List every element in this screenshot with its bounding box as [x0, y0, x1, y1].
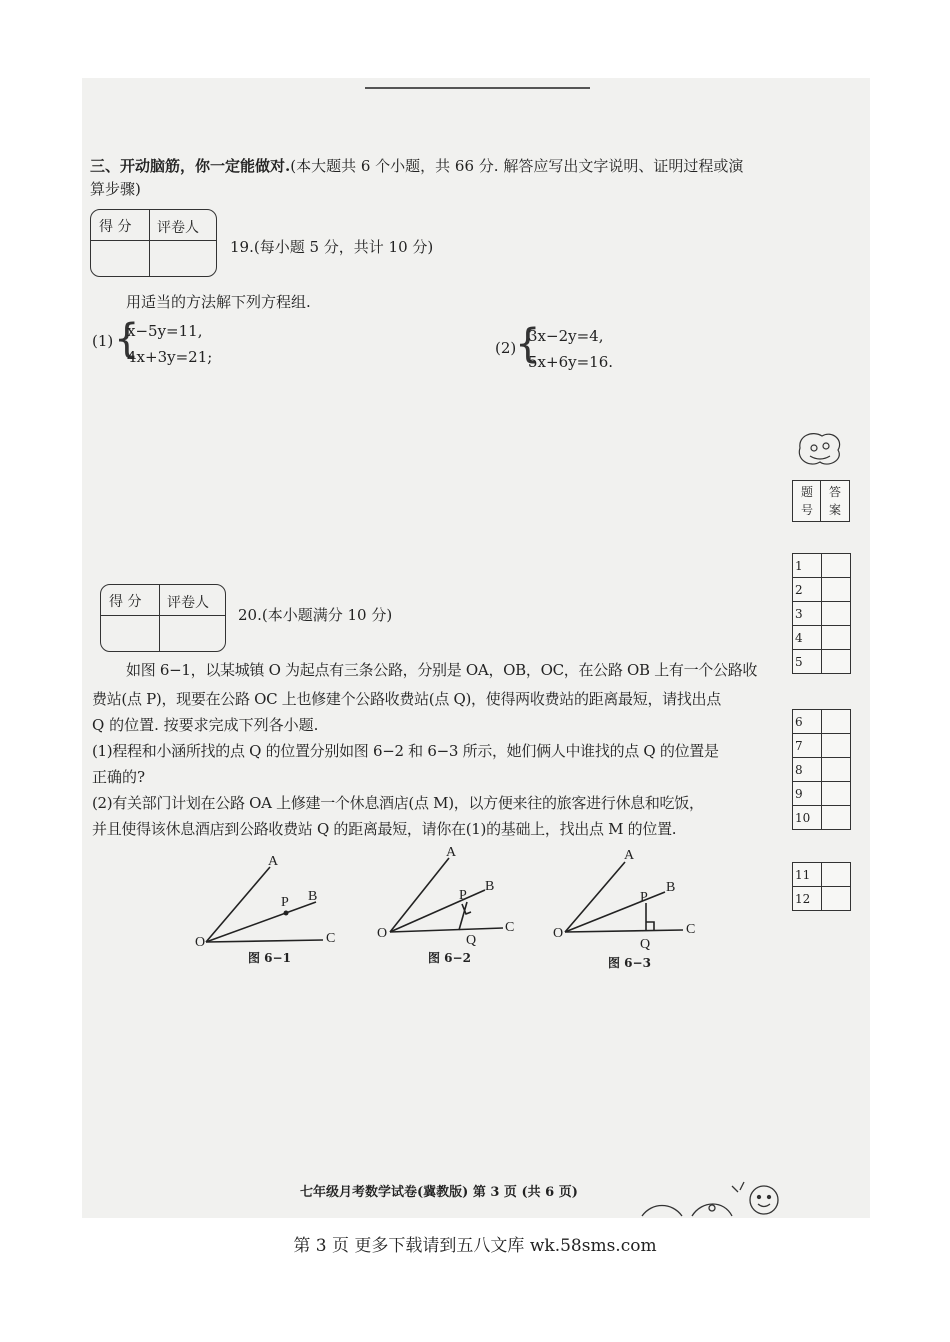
q19-p1-label: (1) — [92, 332, 114, 350]
answer-num: 11 — [793, 863, 822, 887]
q19-p1-eq2: 4x+3y=21; — [127, 348, 213, 366]
answer-cell — [822, 554, 851, 578]
answer-grid-group-1 — [792, 553, 851, 674]
answer-cell — [822, 602, 851, 626]
answer-num: 10 — [793, 806, 822, 830]
q20-line2: 费站(点 P)，现要在公路 OC 上也修建个公路收费站(点 Q)，使得两收费站的距离最短，请找出点 — [92, 690, 721, 708]
q19-instruction: 用适当的方法解下列方程组. — [126, 293, 311, 311]
q19-title: 19.(每小题 5 分，共计 10 分) — [230, 238, 434, 256]
q19-p1-eq1: x−5y=11, — [127, 322, 203, 340]
fig3-right-angle — [646, 922, 654, 931]
answer-cell — [822, 806, 851, 830]
fig2-ray-ob — [390, 890, 485, 932]
fig3-ray-ob — [565, 892, 665, 932]
score-label: 得 分 — [109, 594, 142, 610]
page-footer: 七年级月考数学试卷(冀教版) 第 3 页 (共 6 页) — [300, 1185, 578, 1200]
answer-num: 12 — [793, 887, 822, 911]
q20-line6: (2)有关部门计划在公路 OA 上修建一个休息酒店(点 M)，以方便来往的旅客进行休息和吃饭， — [92, 794, 704, 812]
answer-grid-group-3 — [792, 862, 851, 911]
fig1-label-p: P — [281, 895, 289, 910]
fig1-label-b: B — [308, 889, 318, 904]
answer-num: 9 — [793, 782, 822, 806]
section-title: 三、开动脑筋，你一定能做对. — [90, 157, 291, 175]
fig3-label-b: B — [666, 880, 676, 895]
q19-p2-eq1: 3x−2y=4, — [528, 327, 604, 345]
fig3-label-q: Q — [640, 937, 651, 952]
fig3-label-p: P — [640, 890, 648, 905]
cartoon-decoration — [632, 1180, 792, 1220]
fig2-caption: 图 6−2 — [428, 951, 471, 965]
brace-2: { — [515, 321, 541, 367]
header-q-1: 题 — [801, 485, 814, 499]
fig2-label-p: P — [459, 888, 467, 903]
fig3-ray-oa — [565, 862, 625, 932]
answer-cell — [822, 782, 851, 806]
fig2-label-c: C — [505, 920, 515, 935]
section-desc-cont: 算步骤) — [90, 180, 141, 198]
answer-cell — [822, 758, 851, 782]
grader-label: 评卷人 — [157, 220, 199, 236]
answer-cell — [822, 650, 851, 674]
answer-cell — [822, 734, 851, 758]
header-a-1: 答 — [829, 485, 842, 499]
answer-num: 1 — [793, 554, 822, 578]
answer-grid-group-2 — [792, 709, 851, 830]
answer-grid-header — [792, 480, 850, 522]
fig2-label-b: B — [485, 879, 495, 894]
q19-p2-label: (2) — [495, 339, 517, 357]
answer-num: 2 — [793, 578, 822, 602]
q20-line1: 如图 6−1，以某城镇 O 为起点有三条公路，分别是 OA，OB，OC，在公路 OB 上有一个公路收 — [126, 661, 758, 679]
answer-num: 5 — [793, 650, 822, 674]
fig2-label-a: A — [446, 845, 457, 860]
fig1-label-c: C — [326, 931, 336, 946]
answer-cell — [822, 626, 851, 650]
fig2-ray-oa — [390, 858, 449, 932]
q20-line5: 正确的? — [92, 768, 146, 786]
q20-line3: Q 的位置. 按要求完成下列各小题. — [92, 716, 319, 734]
answer-num: 8 — [793, 758, 822, 782]
fig2-ray-oc — [390, 928, 503, 932]
site-footer: 第 3 页 更多下载请到五八文库 wk.58sms.com — [293, 1236, 657, 1256]
answer-num: 7 — [793, 734, 822, 758]
fig1-label-o: O — [195, 935, 206, 950]
section-desc: (本大题共 6 个小题，共 66 分. 解答应写出文字说明、证明过程或演 — [290, 157, 744, 175]
answer-cell — [822, 710, 851, 734]
fig1-point-p — [284, 911, 289, 916]
answer-num: 3 — [793, 602, 822, 626]
score-label: 得 分 — [99, 219, 132, 235]
fig2-label-o: O — [377, 926, 388, 941]
fig3-label-c: C — [686, 922, 696, 937]
fig3-label-o: O — [553, 926, 564, 941]
q20-line7: 并且使得该休息酒店到公路收费站 Q 的距离最短，请你在(1)的基础上，找出点 M 的位置. — [92, 820, 677, 838]
doodle-decoration — [792, 428, 848, 470]
fig3-ray-oc — [565, 930, 683, 932]
header-q-2: 号 — [801, 503, 814, 517]
fig1-ray-oc — [206, 940, 323, 942]
q20-line4: (1)程程和小涵所找的点 Q 的位置分别如图 6−2 和 6−3 所示，她们俩人中谁找的点 Q 的位置是 — [92, 742, 719, 760]
fig2-label-q: Q — [466, 933, 477, 948]
answer-cell — [822, 578, 851, 602]
fig3-label-a: A — [624, 848, 635, 863]
answer-num: 4 — [793, 626, 822, 650]
answer-cell — [822, 863, 851, 887]
answer-num: 6 — [793, 710, 822, 734]
brace-1: { — [114, 316, 140, 362]
answer-cell — [822, 887, 851, 911]
fig3-caption: 图 6−3 — [608, 956, 651, 970]
grader-label: 评卷人 — [167, 595, 209, 611]
q20-title: 20.(本小题满分 10 分) — [238, 606, 393, 624]
q19-p2-eq2: 5x+6y=16. — [528, 353, 614, 371]
fig1-caption: 图 6−1 — [248, 951, 291, 965]
fig1-label-a: A — [268, 854, 279, 869]
header-a-2: 案 — [829, 503, 842, 517]
